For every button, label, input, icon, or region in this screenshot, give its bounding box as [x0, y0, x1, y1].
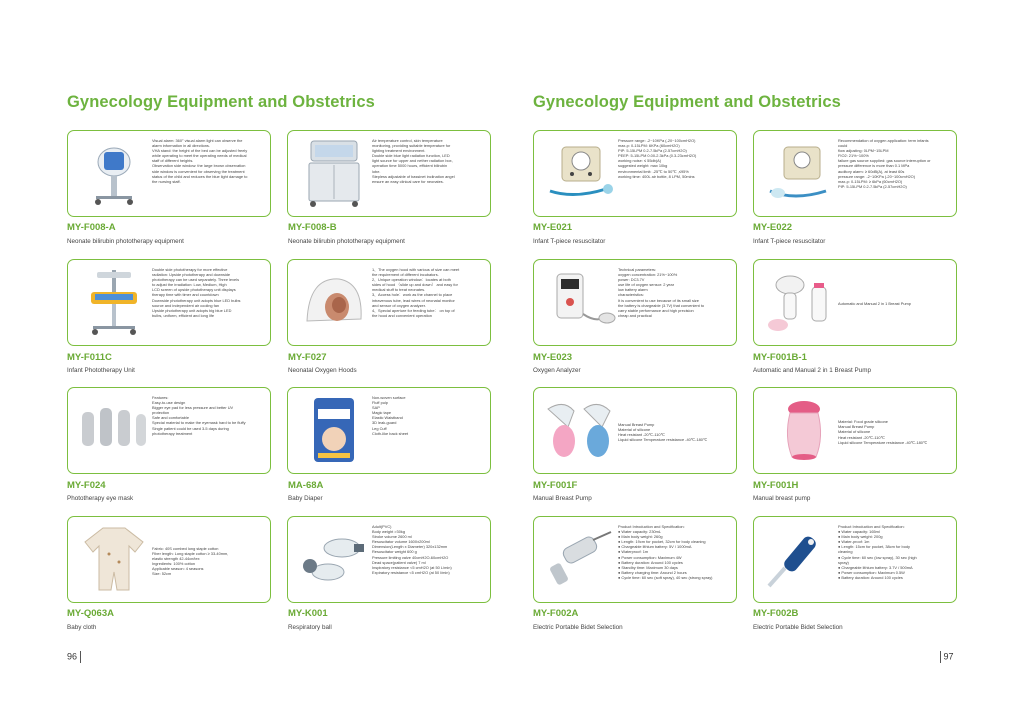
product-card-my-f001b-1[interactable]	[753, 259, 957, 346]
product-code: MY-Q063A	[67, 608, 114, 619]
product-description: 1、The oxygen hood with various of size can meet the requirement of different incubators. 2、Unique operation window：locates at both sides of hood （slide up and down） and easy for medical stuff to treat neonates. 3、Access hole：work as the channel to place intravenous tube, lead wires of neonatal monitor and sensor of oxygen analyzer. 4、Special aperture for feeding tube： on top of the hood and convenient operation	[372, 267, 460, 318]
phototherapy-cabinet-icon	[294, 137, 374, 209]
page-title: Gynecology Equipment and Obstetrics	[67, 93, 375, 111]
product-code: MY-F024	[67, 480, 106, 491]
product-name: Manual Breast Pump	[533, 495, 592, 502]
product-card-my-e022[interactable]	[753, 130, 957, 217]
product-card-my-f002a[interactable]	[533, 516, 737, 603]
product-description: Product Introduction and Specification: ● Water capacity: 230mL ● Main body weight: 260g ● Length: 19cm for pocket, 32cm for body cleaning ● Chargeable lithium battery: 5V / 1000mA ● Waterproof: 1m ● Power consumption: Maximum 4W ● Battery duration: Around 100 cycles ● Standby time: Maximum 30 days ● Battery charging time: Around 2 hours ● Cycle time: 60 sec (soft spray), 40 sec (strong spray)	[618, 524, 713, 580]
product-code: MY-E023	[533, 352, 573, 363]
product-description: Material: Food grade silicone Manual Breast Pump Material of silicone Heat resistant -20℃-110℃ Liquid silicone Temperature resistance -40℃-180℃	[838, 419, 928, 445]
product-card-my-f027[interactable]	[287, 259, 491, 346]
product-name: Phototherapy eye mask	[67, 495, 134, 502]
product-description: Manual Breast Pump Material of silicone Heat resistant -20℃-110℃ Liquid silicone Temperature resistance -40℃-180℃	[618, 421, 708, 443]
breast-pump-icon	[760, 266, 840, 338]
product-name: Infant Phototherapy Unit	[67, 367, 135, 374]
product-name: Oxygen Analyzer	[533, 367, 581, 374]
product-description: Features: Easy-to-use design Bigger eye pad for less pressure and better UV protection Safe and comfortable Special material to make the eyemask hard to be fluffy Single patient could be used 3-5 days during phototherapy treatment	[152, 395, 246, 436]
product-code: MY-F002A	[533, 608, 579, 619]
product-card-my-f001f[interactable]	[533, 387, 737, 474]
product-name: Infant T-piece resuscitator	[533, 238, 606, 245]
respiratory-ball-icon	[294, 523, 374, 595]
product-code: MY-F011C	[67, 352, 112, 363]
baby-cloth-icon	[74, 523, 154, 595]
product-card-my-f002b[interactable]	[753, 516, 957, 603]
product-description: Fabric: 40S combed long staple cotton Fiber length: Long staple cotton ≥ 33-40mm, elastic strength 42-44cn/tex Ingredients: 100% cotton Applicable season: 4 seasons Size: 52cm	[152, 545, 229, 577]
product-card-my-f008-a[interactable]	[67, 130, 271, 217]
product-name: Baby Diaper	[288, 495, 323, 502]
product-name: Neonate bilirubin phototherapy equipment	[67, 238, 184, 245]
product-code: MY-F001B-1	[753, 352, 807, 363]
portable-bidet-icon	[540, 523, 620, 595]
product-name: Neonatal Oxygen Hoods	[288, 367, 357, 374]
oxygen-analyzer-icon	[540, 266, 620, 338]
t-piece-resuscitator-icon	[540, 137, 620, 209]
product-description: Air temperature control, skin temperature monitoring, providing suitable temperature for lighting treatment environment. Double side blue light radiation function, LED light source for upper and nether radiation box, operation time 5000 hours, efficient bilirubin lobe. Stepless adjustable of bassinet inclination angel ensure an easy clinical care for neonates.	[372, 138, 455, 184]
product-code: MY-E022	[753, 222, 793, 233]
product-code: MY-E021	[533, 222, 573, 233]
page-number: 96	[67, 651, 81, 663]
product-name: Baby cloth	[67, 624, 97, 631]
product-card-my-f011c[interactable]	[67, 259, 271, 346]
product-card-my-e023[interactable]	[533, 259, 737, 346]
product-code: MY-F001H	[753, 480, 799, 491]
oxygen-hood-icon	[294, 266, 374, 338]
page-number: 97	[940, 651, 954, 663]
product-name: Electric Portable Bidet Selection	[533, 624, 623, 631]
product-card-my-f008-b[interactable]	[287, 130, 491, 217]
product-description: Product Introduction and Specification: ● Water capacity: 165ml ● Main body weight: 200g ● Water-proof: 1m ● Length: 15cm for pocket, 38cm for body cleaning ● Cycle time: 60 sec (low spray), 30 sec (high spray) ● Chargeable lithium battery: 3.7V / 500mA ● Power consumption: Maximum 0.5W ● Battery duration: Around 100 cycles	[838, 524, 917, 580]
product-code: MY-F027	[288, 352, 327, 363]
manual-breast-pump-icon	[540, 394, 620, 466]
product-code: MA-68A	[288, 480, 324, 491]
product-card-my-f001h[interactable]	[753, 387, 957, 474]
catalog-page-right	[512, 0, 1024, 724]
portable-bidet-icon	[760, 523, 840, 595]
product-card-my-e021[interactable]	[533, 130, 737, 217]
product-code: MY-F001F	[533, 480, 578, 491]
diaper-pack-icon	[294, 394, 374, 466]
product-name: Manual breast pump	[753, 495, 811, 502]
silicone-breast-pump-icon	[760, 394, 840, 466]
page-number-divider	[80, 651, 81, 663]
product-name: Neonate bilirubin phototherapy equipment	[288, 238, 405, 245]
product-card-my-q063a[interactable]	[67, 516, 271, 603]
product-name: Infant T-piece resuscitator	[753, 238, 826, 245]
product-code: MY-K001	[288, 608, 328, 619]
eye-mask-icon	[74, 394, 154, 466]
product-card-my-k001[interactable]	[287, 516, 491, 603]
product-description: Adult(PVC) Body weight >30kg Stroke volume 2600 ml Resuscitator volume 1600±200ml Dimension(Length x Diameter) 320x132mm Resuscitator weight 600 g Pressure limiting valve 40cmH2O-60cmH2O Dead space(patient valve) 7 ml Inspiratory resistance <5 cmH2O (at 50 L/min) Expiratory resistance <5 cmH2O (at 50 l/min)	[372, 524, 452, 575]
page-title: Gynecology Equipment and Obstetrics	[533, 93, 841, 111]
product-description: Visual alarm: 360° visual alarm light can observe the alarm information in all directions. VHA stand: the height of the bed can be adjusted freely while operating to meet the operating needs of medical staff of different heights. Observation side window: the large brown observation side window is convenient for observing the treatment status of the child and reduces the blue light damage to the nursing staff.	[152, 138, 248, 184]
phototherapy-machine-icon	[74, 137, 154, 209]
product-description: Pressure range: -2~10KPa (-20~100cmH2O) max-p: 0-15LPM: 6KPa (60cmH2O) PIP: 5-15LPM 0.2-7.5kPa (2-57cmH2O) PEEP: 5-15LPM 0.00-2.3kPa (0.3-23cmH2O) working noise: ≤ 55db(A) suggested weight: max 10kg environmental limit: -25℃ to 50℃ ,≤95% working time: 400L air bottle, 8 LPM, 50mins	[618, 138, 697, 179]
phototherapy-unit-icon	[74, 266, 154, 338]
product-name: Respiratory ball	[288, 624, 332, 631]
product-description: Automatic and Manual 2 in 1 Breast Pump	[838, 301, 911, 307]
product-code: MY-F008-B	[288, 222, 337, 233]
t-piece-resuscitator-icon	[760, 137, 840, 209]
product-card-ma-68a[interactable]	[287, 387, 491, 474]
product-name: Electric Portable Bidet Selection	[753, 624, 843, 631]
page-number-divider	[940, 651, 941, 663]
product-description: Non-woven surface Fluff pulp SAP Magic tape Elastic Waistband 3D leak-guard Leg Cuff Cloth-like back sheet	[372, 395, 409, 436]
product-code: MY-F002B	[753, 608, 799, 619]
product-name: Automatic and Manual 2 in 1 Breast Pump	[753, 367, 871, 374]
product-description: Recommendation of oxygen application: term infants could flow adjusting: 0LPM~15LPM FIO2: 21%~100% failure gas source supplied: gas source interruption or pressure difference is more than 0.1 MPa auditory alarm: ≥ 60dB(A), at least 60s pressure range: -2~10KPa (-20~100cmH2O) max-p: 0-15LPM: ≥ 6kPa (60cmH2O) PIP: 5-15LPM 0.2-7.5kPa (2-57cmH2O)	[838, 138, 931, 189]
product-card-my-f024[interactable]	[67, 387, 271, 474]
product-description: Double side phototherapy for more effective radiation: Upside phototherapy and downside phototherapy can be used separately. Three levels to adjust the irradiation: Low, Medium, High LCD screen of upside phototherapy unit displays therapy time with timer and countdown Downside phototherapy unit adopts blue LED bulbs source and independent air cooling fan Upside phototherapy unit adopts big blue LED bulbs, uniform, efficient and long life	[152, 267, 241, 318]
product-description: Technical parameters: oxygen concentration: 21%~100% power: DC3.7V use life of oxygen sensor: 2 year low battery alarm characteristics: It is convenient to use because of its small size the battery is chargeable (3.7V) that convenient to carry stable performance and high precision cheap and practical	[618, 267, 705, 318]
product-code: MY-F008-A	[67, 222, 116, 233]
